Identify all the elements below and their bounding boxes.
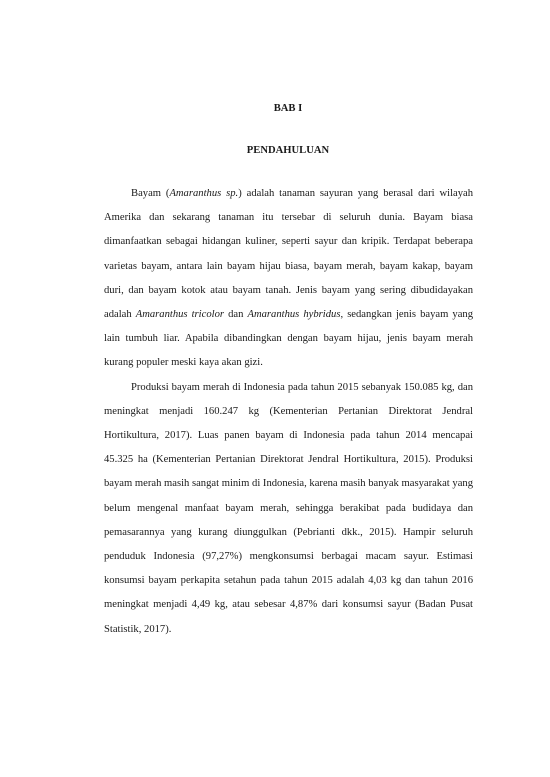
- paragraph-production: [104, 376, 473, 642]
- paragraph-intro: [104, 182, 473, 376]
- body-text: [104, 182, 473, 642]
- italic-species-name: Amaranthus sp.: [169, 188, 239, 199]
- chapter-title: PENDAHULUAN: [246, 145, 330, 156]
- text-segment: , sedangkan jenis bayam yang lain tumbuh liar. Apabila dibandingkan dengan bayam hijau, jenis bayam merah kurang populer meski kaya akan gizi.: [104, 309, 474, 369]
- text-segment: Produksi bayam merah di Indonesia pada tahun 2015 sebanyak 150.085 kg, dan meningkat menjadi 160.247 kg (Kementerian Pertanian Direktorat Jendral Hortikultura, 2017). Luas panen bayam di Indonesia pada tahun 2014 mencapai 45.325 ha (Kementerian Pertanian Direktorat Jendral Hortikultura, 2015). Produksi bayam merah masih sangat minim di Indonesia, karena masih banyak masyarakat yang belum mengenal manfaat bayam merah, sehingga berakibat pada budidaya dan pemasarannya yang kurang diunggulkan (Pebrianti dkk., 2015). Hampir seluruh penduduk Indonesia (97,27%) mengkonsumsi berbagai macam sayur. Estimasi konsumsi bayam perkapita setahun pada tahun 2015 adalah 4,03 kg dan tahun 2016 meningkat menjadi 4,49 kg, atau sebesar 4,87% dari konsumsi sayur (Badan Pusat Statistik, 2017).: [104, 381, 473, 635]
- text-segment: dan: [224, 309, 248, 321]
- text-segment: ) adalah tanaman sayuran yang berasal dari wilayah Amerika dan sekarang tanaman itu tersebar di seluruh dunia. Bayam biasa dimanfaatkan sebagai hidangan kuliner, seperti sayur dan kripik. Terdapat beberapa varietas bayam, antara lain bayam hijau biasa, bayam merah, bayam kakap, bayam duri, dan bayam kotok atau bayam tanah. Jenis bayam yang sering dibudidayakan adalah: [104, 188, 474, 321]
- text-segment: Bayam (: [131, 188, 170, 199]
- italic-species-name: Amaranthus tricolor: [135, 309, 224, 321]
- chapter-number: BAB I: [273, 103, 303, 114]
- italic-species-name: Amaranthus hybridus: [247, 309, 341, 321]
